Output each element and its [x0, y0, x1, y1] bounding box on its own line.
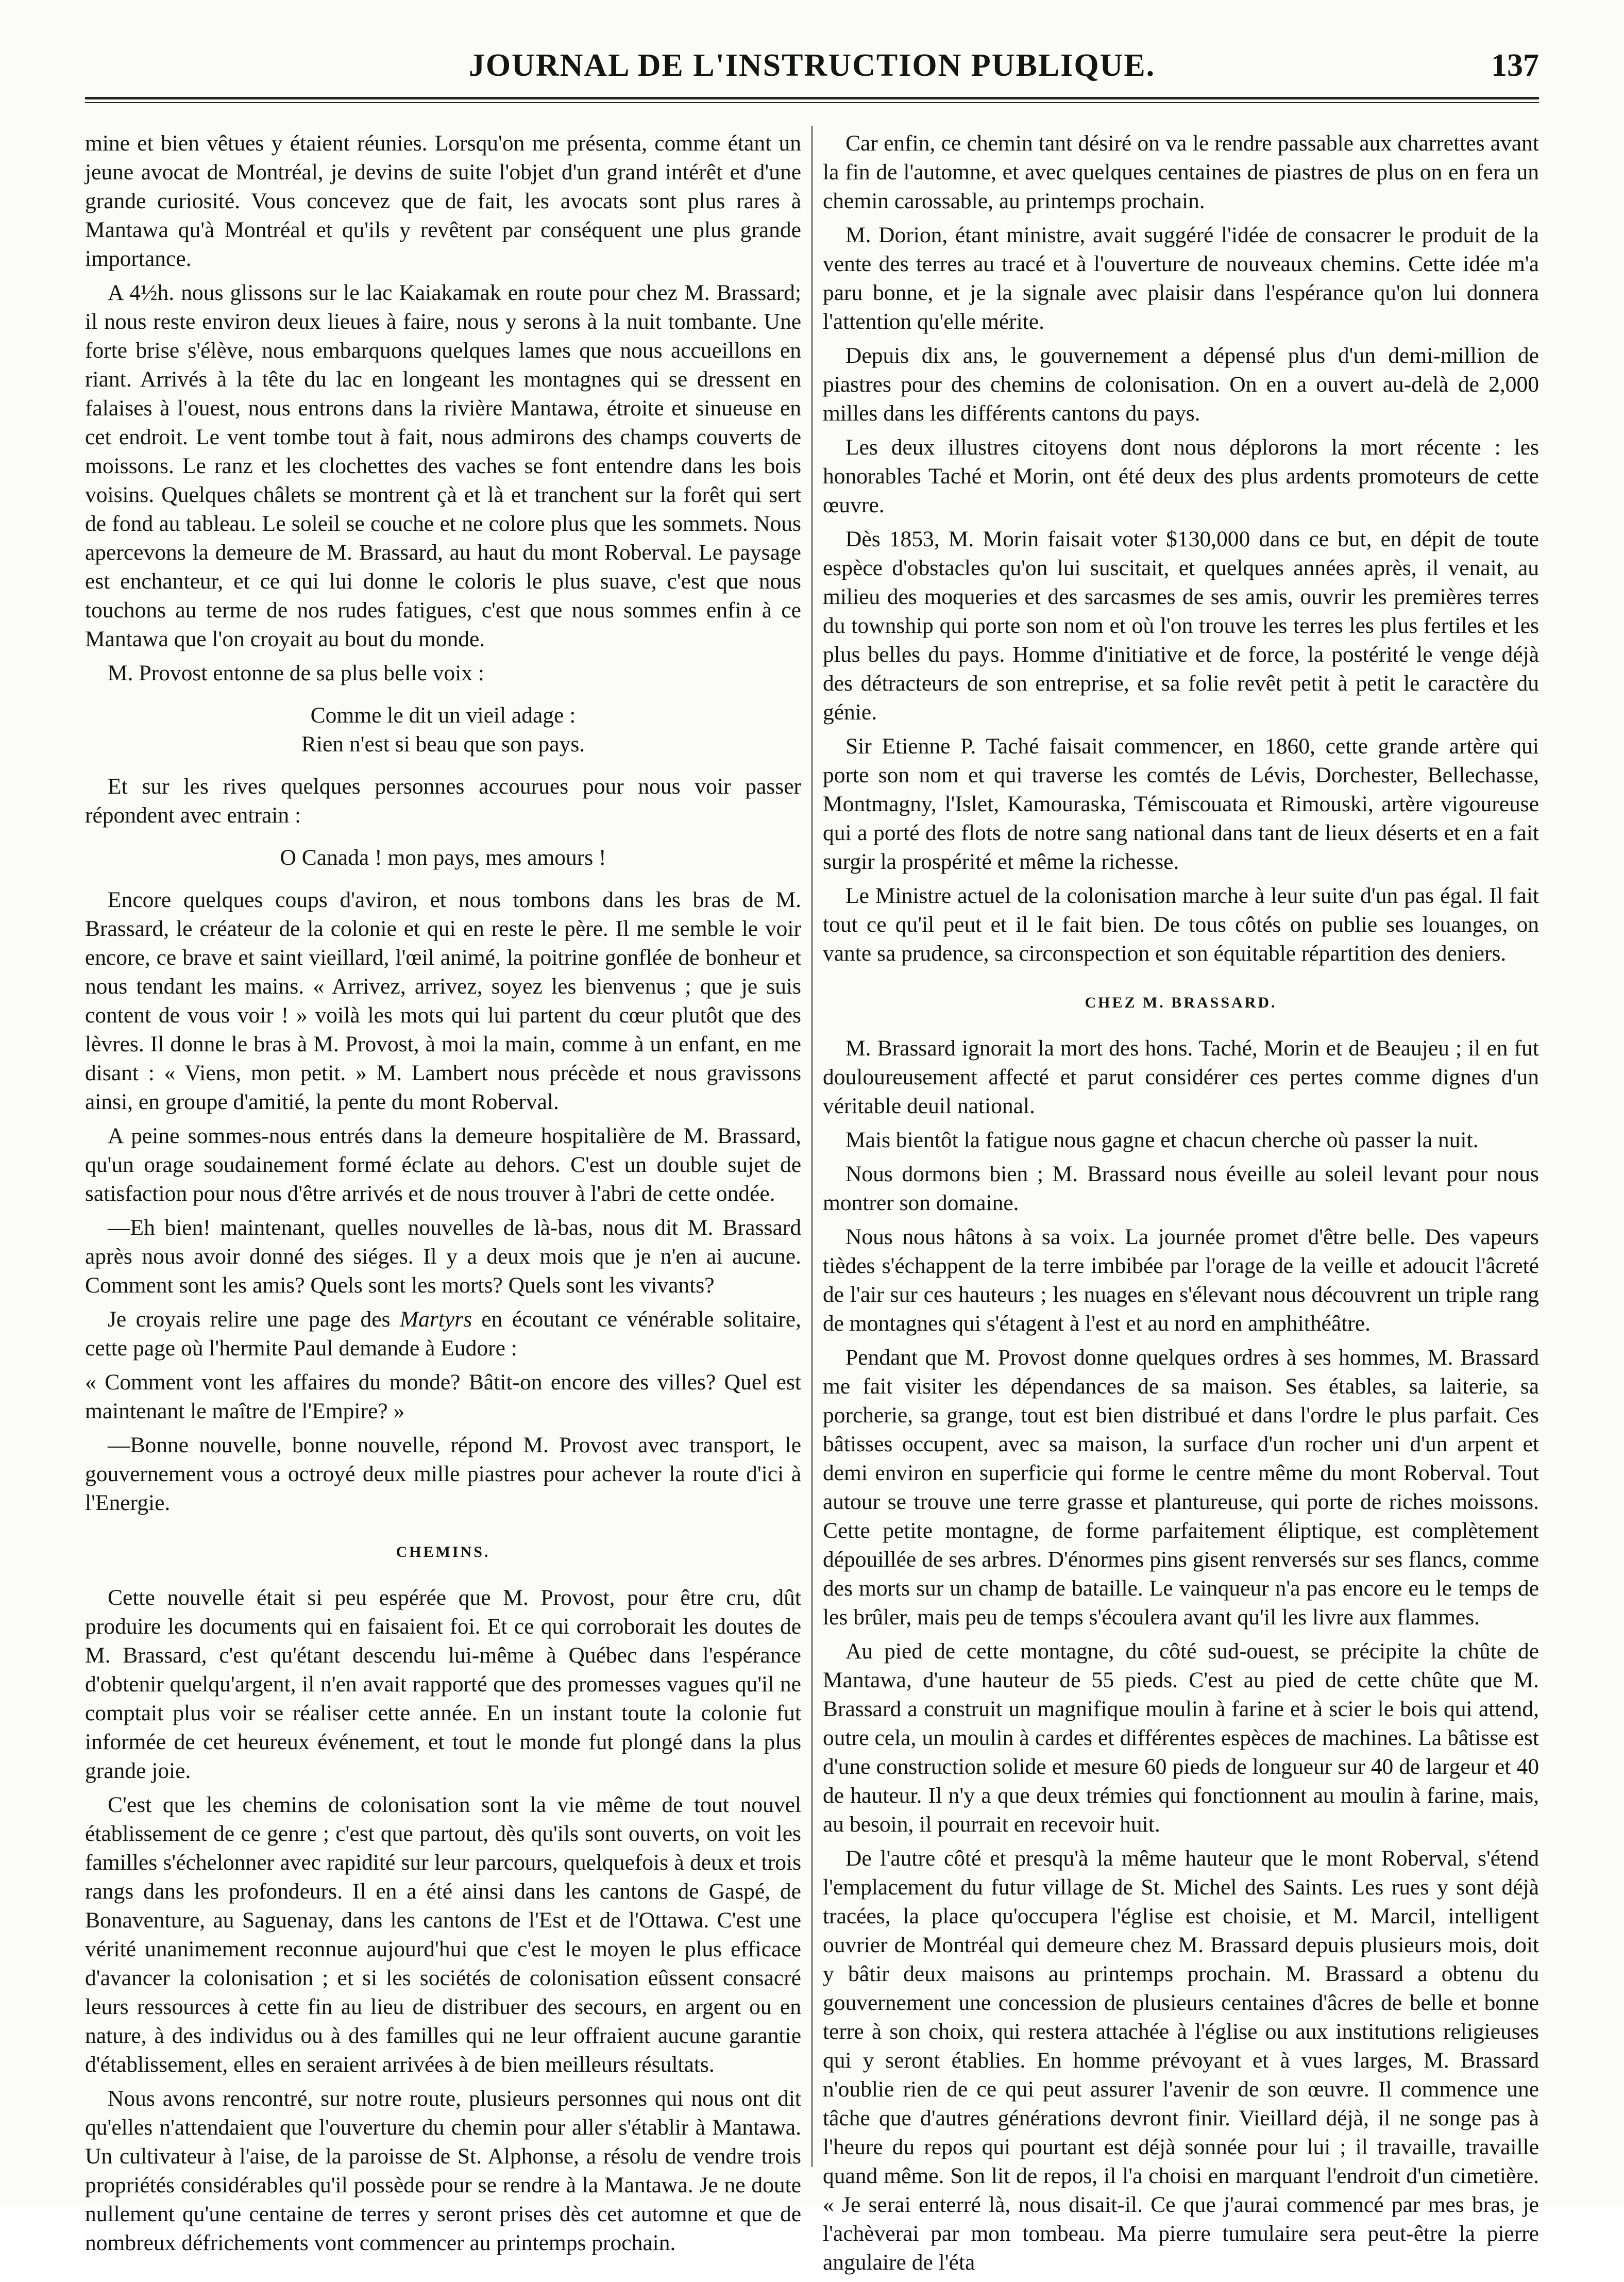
- paragraph: Mais bientôt la fatigue nous gagne et chacun cherche où passer la nuit.: [845, 1128, 1479, 1152]
- paragraph: M. Provost entonne de sa plus belle voix :: [108, 661, 484, 685]
- right-column: [823, 129, 1539, 2282]
- paragraph: Dès 1853, M. Morin faisait voter $130,000 dans ce but, en dépit de toute espèce d'obstacles qu'on lui suscitait, et quelques années après, il venait, au milieu des moqueries et des sarcasmes de ses amis, ouvrir les premières terres du township qui porte son nom et où l'on trouve les terres les plus fertiles et les plus belles du pays. Homme d'initiative et de force, la postérité le venge déjà des détracteurs de son entreprise, et sa folie revêt petit à petit le caractère du génie.: [823, 527, 1539, 725]
- paragraph: Depuis dix ans, le gouvernement a dépensé plus d'un demi-million de piastres pour des chemins de colonisation. On en a ouvert au-delà de 2,000 milles dans les différents cantons du pays.: [823, 343, 1539, 426]
- paragraph: Cette nouvelle était si peu espérée que M. Provost, pour être cru, dût produire les documents qui en faisaient foi. Et ce qui corroborait les doutes de M. Brassard, c'est qu'étant descendu lui-même à Québec dans l'espérance d'obtenir quelqu'argent, il n'en avait rapporté que des promesses vagues qu'il ne comptait plus voir se réaliser cette année. En un instant toute la colonie fut informée de cet heureux événement, et tout le monde fut plongé dans la plus grande joie.: [85, 1585, 801, 1783]
- paragraph: Et sur les rives quelques personnes accourues pour nous voir passer répondent avec entrain :: [85, 774, 801, 828]
- left-column: [85, 129, 801, 2262]
- paragraph: Nous dormons bien ; M. Brassard nous éveille au soleil levant pour nous montrer son domaine.: [823, 1162, 1539, 1215]
- paragraph: Au pied de cette montagne, du côté sud-ouest, se précipite la chûte de Mantawa, d'une hauteur de 55 pieds. C'est au pied de cette chûte que M. Brassard a construit un magnifique moulin à farine et à scier le bois qui attend, outre cela, un moulin à cardes et différentes espèces de machines. La bâtisse est d'une construction solide et mesure 60 pieds de longueur sur 40 de largeur et 40 de hauteur. Il n'y a que deux trémies qui fonctionnent au moulin à farine, mais, au besoin, il pourrait en recevoir huit.: [823, 1639, 1539, 1837]
- paragraph: Nous nous hâtons à sa voix. La journée promet d'être belle. Des vapeurs tièdes s'échappent de la terre imbibée par l'orage de la veille et adoucit l'âcreté de l'air sur ces hauteurs ; les nuages en s'élevant nous découvrent un triple rang de montagnes qui s'étagent à l'est et au nord en amphithéâtre.: [823, 1224, 1539, 1336]
- verse-line: Rien n'est si beau que son pays.: [301, 732, 585, 757]
- column-divider: [811, 126, 813, 2167]
- paragraph: —Bonne nouvelle, bonne nouvelle, répond M. Provost avec transport, le gouvernement vous a octroyé deux mille piastres pour achever la route d'ici à l'Energie.: [85, 1433, 801, 1515]
- paragraph: —Eh bien! maintenant, quelles nouvelles de là-bas, nous dit M. Brassard après nous avoir donné des siéges. Il y a deux mois que je n'en ai aucune. Comment sont les amis? Quels sont les morts? Quels sont les vivants?: [85, 1215, 801, 1298]
- paragraph: Nous avons rencontré, sur notre route, plusieurs personnes qui nous ont dit qu'elles n'attendaient que l'ouverture du chemin pour aller s'établir à Mantawa. Un cultivateur à l'aise, de la paroisse de St. Alphonse, a résolu de vendre trois propriétés considérables qu'il possède pour se rendre à la Mantawa. Je ne doute nullement qu'une centaine de terres y seront prises dès cet automne et que de nombreux défrichements vont commencer au printemps prochain.: [85, 2086, 801, 2255]
- text-run: Je croyais relire une page des: [108, 1307, 400, 1332]
- paragraph: Car enfin, ce chemin tant désiré on va le rendre passable aux charrettes avant la fin de l'automne, et avec quelques centaines de piastres de plus on en fera un chemin carossable, au printemps prochain.: [823, 131, 1539, 213]
- text-run: en écoutant ce vénérable solitaire, cette page où l'hermite Paul demande à Eudore :: [85, 1307, 801, 1361]
- paragraph: [85, 1305, 801, 1363]
- paragraph: Les deux illustres citoyens dont nous déplorons la mort récente : les honorables Taché et Morin, ont été deux des plus ardents promoteurs de cette œuvre.: [823, 435, 1539, 517]
- paragraph: Pendant que M. Provost donne quelques ordres à ses hommes, M. Brassard me fait visiter les dépendances de sa maison. Ses étables, sa laiterie, sa porcherie, sa grange, tout est bien distribué et dans l'ordre le plus parfait. Ces bâtisses occupent, avec sa maison, la surface d'un rocher uni d'un arpent et demi environ en superficie qui forme le centre même du mont Roberval. Tout autour se trouve une terre grasse et plantureuse, qui porte de riches moissons. Cette petite montagne, de forme parfaitement éliptique, est complètement dépouillée de ses arbres. D'énormes pins gisent renversés sur ses flancs, comme des morts sur un champ de bataille. Le vainqueur n'a pas encore eu le temps de les brûler, mais peu de temps s'écoulera avant qu'il les livre aux flammes.: [823, 1345, 1539, 1630]
- paragraph: Encore quelques coups d'aviron, et nous tombons dans les bras de M. Brassard, le créateur de la colonie et qui en reste le père. Il me semble le voir encore, ce brave et saint vieillard, l'œil animé, la poitrine gonflée de bonheur et nous tendant les mains. « Arrivez, arrivez, soyez les bienvenus ; que je suis content de vous voir ! » voilà les mots qui lui partent du cœur plutôt que des lèvres. Il donne le bras à M. Provost, à moi la main, comme à un enfant, en me disant : « Viens, mon petit. » M. Lambert nous précède et nous gravissons ainsi, en groupe d'amitié, la pente du mont Roberval.: [85, 887, 801, 1114]
- header-rule-thin: [85, 102, 1539, 103]
- verse-quote: [85, 701, 801, 759]
- section-heading: CHEMINS.: [396, 1543, 490, 1561]
- paragraph: Sir Etienne P. Taché faisait commencer, en 1860, cette grande artère qui porte son nom et qui traverse les comtés de Lévis, Dorchester, Bellechasse, Montmagny, l'Islet, Kamouraska, Témiscouata et Rimouski, artère vigoureuse qui a porté des flots de notre sang national dans tant de lieux déserts et en a fait surgir la prospérité et même la richesse.: [823, 734, 1539, 874]
- verse-quote: [85, 843, 801, 872]
- paragraph: mine et bien vêtues y étaient réunies. Lorsqu'on me présenta, comme étant un jeune avocat de Montréal, je devins de suite l'objet d'un grand intérêt et d'une grande curiosité. Vous concevez que de fait, les avocats sont plus rares à Mantawa qu'à Montréal et qu'ils y revêtent par conséquent une plus grande importance.: [85, 131, 801, 271]
- header-rule: [85, 97, 1539, 99]
- verse-line: O Canada ! mon pays, mes amours !: [280, 845, 606, 870]
- journal-title: JOURNAL DE L'INSTRUCTION PUBLIQUE.: [468, 48, 1156, 83]
- paragraph: A 4½h. nous glissons sur le lac Kaiakamak en route pour chez M. Brassard; il nous reste environ deux lieues à faire, nous y serons à la nuit tombante. Une forte brise s'élève, nous embarquons quelques lames que nous accueillons en riant. Arrivés à la tête du lac en longeant les montagnes qui se dressent en falaises à l'ouest, nous entrons dans la rivière Mantawa, étroite et sinueuse en cet endroit. Le vent tombe tout à fait, nous admirons des champs couverts de moissons. Le ranz et les clochettes des vaches se font entendre dans les bois voisins. Quelques châlets se montrent çà et là et tranchent sur la forêt qui sert de fond au tableau. Le soleil se couche et ne colore plus que les sommets. Nous apercevons la demeure de M. Brassard, au haut du mont Roberval. Le paysage est enchanteur, et ce qui lui donne le coloris le plus suave, c'est que nous touchons au terme de nos rudes fatigues, c'est que nous sommes enfin à ce Mantawa que l'on croyait au bout du monde.: [85, 280, 801, 651]
- section-heading: CHEZ M. BRASSARD.: [1085, 994, 1277, 1011]
- paragraph: M. Brassard ignorait la mort des hons. Taché, Morin et de Beaujeu ; il en fut douloureusement affecté et parut considérer ces pertes comme dignes d'un véritable deuil national.: [823, 1036, 1539, 1118]
- paragraph: C'est que les chemins de colonisation sont la vie même de tout nouvel établissement de ce genre ; c'est que partout, dès qu'ils sont ouverts, on voit les familles s'échelonner avec rapidité sur leur parcours, quelquefois à deux et trois rangs dans les profondeurs. Il en a été ainsi dans les cantons de Gaspé, de Bonaventure, au Saguenay, dans les cantons de l'Est et de l'Ottawa. C'est une vérité unanimement reconnue aujourd'hui que c'est le moyen le plus efficace d'avancer la colonisation ; et si les sociétés de colonisation eûssent consacré leurs ressources à cette fin au lieu de distribuer des secours, en argent ou en nature, à des individus ou à des familles qui ne leur offraient aucune garantie d'établissement, elles en seraient arrivées à de bien meilleurs résultats.: [85, 1792, 801, 2077]
- page-number: 137: [1491, 48, 1539, 83]
- page-header: [85, 47, 1539, 89]
- paragraph: Le Ministre actuel de la colonisation marche à leur suite d'un pas égal. Il fait tout ce qu'il peut et il le fait bien. De tous côtés on publie ses louanges, on vante sa prudence, sa circonspection et son équitable répartition des deniers.: [823, 883, 1539, 966]
- book-title: Martyrs: [399, 1307, 472, 1332]
- verse-line: Comme le dit un vieil adage :: [310, 703, 576, 728]
- paragraph: De l'autre côté et presqu'à la même hauteur que le mont Roberval, s'étend l'emplacement du futur village de St. Michel des Saints. Les rues y sont déjà tracées, la place qu'occupera l'église est choisie, et M. Marcil, intelligent ouvrier de Montréal qui demeure chez M. Brassard depuis plusieurs mois, doit y bâtir deux maisons au printemps prochain. M. Brassard a obtenu du gouvernement une concession de plusieurs centaines d'âcres de belle et bonne terre à son choix, qui restera attachée à l'église ou aux institutions religieuses qui y seront établies. En homme prévoyant et à vues larges, M. Brassard n'oublie rien de ce qui peut assurer l'avenir de son œuvre. Il commence une tâche que d'autres générations devront finir. Vieillard déjà, il ne songe pas à l'heure du repos qui pourtant est déjà sonnée pour lui ; il travaille, travaille quand même. Son lit de repos, il l'a choisi en marquant l'endroit d'un cimetière. « Je serai enterré là, nous disait-il. Ce que j'aurai commencé par mes bras, je l'achèverai par mon tombeau. Ma pierre tumulaire sera peut-être la pierre angulaire de l'éta: [823, 1846, 1539, 2275]
- paragraph: M. Dorion, étant ministre, avait suggéré l'idée de consacrer le produit de la vente des terres au tracé et à l'ouverture de nouveaux chemins. Cette idée m'a paru bonne, et je la signale avec plaisir dans l'espérance qu'on lui donnera l'attention qu'elle mérite.: [823, 223, 1539, 334]
- paragraph: A peine sommes-nous entrés dans la demeure hospitalière de M. Brassard, qu'un orage soudainement formé éclate au dehors. C'est un double sujet de satisfaction pour nous d'être arrivés et de nous trouver à l'abri de cette ondée.: [85, 1123, 801, 1206]
- paragraph: « Comment vont les affaires du monde? Bâtit-on encore des villes? Quel est maintenant le maître de l'Empire? »: [85, 1370, 801, 1423]
